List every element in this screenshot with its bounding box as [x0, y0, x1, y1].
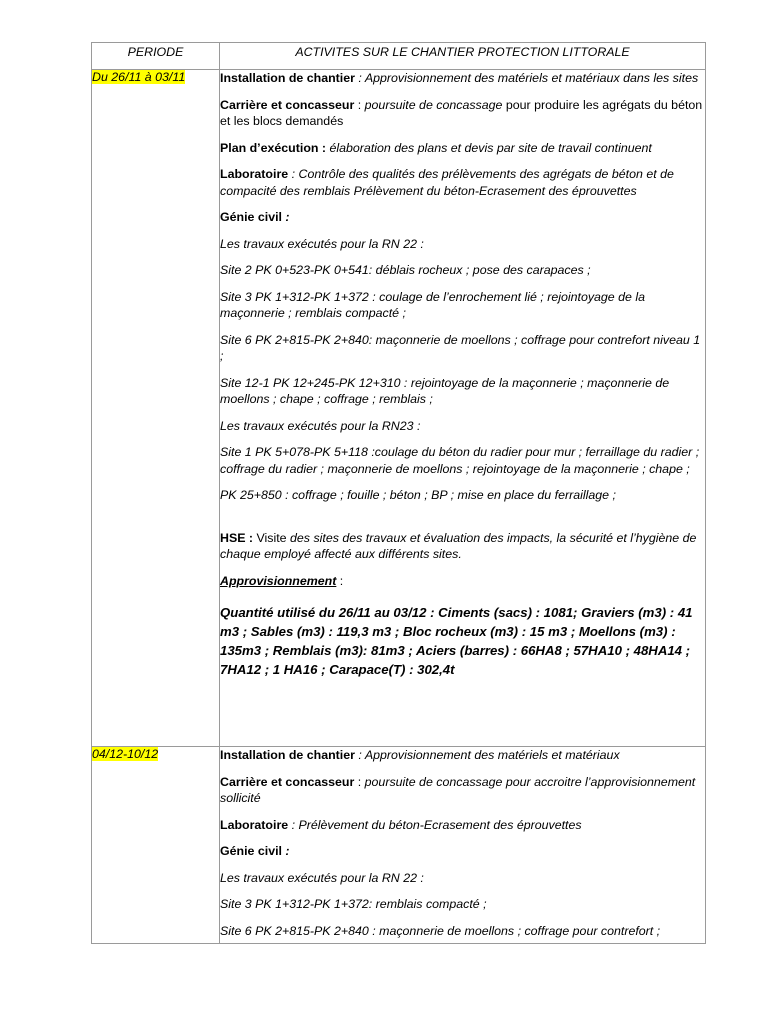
list-item: Site 6 PK 2+815-PK 2+840 : maçonnerie de moellons ; coffrage pour contrefort ;: [220, 923, 661, 938]
list-item: Site 3 PK 1+312-PK 1+372 : coulage de l’enrochement lié ; rejointoyage de la maçonnerie ; remblais compacté ;: [220, 289, 646, 320]
list-item: Site 3 PK 1+312-PK 1+372: remblais compacté ;: [220, 897, 487, 911]
plan-separator: :: [318, 140, 330, 155]
carriere-paragraph: [220, 97, 705, 130]
quantity-paragraph: Quantité utilisé du 26/11 au 03/12 : Ciments (sacs) : 1081; Graviers (m3) : 41 m3 ; Sables (m3) : 119,3 m3 ; Bloc rocheux (m3) : 15 m3 ; Moellons (m3) : 135m3 ; Remblais (m3): 81m3 ; Aciers (barres) : 66HA8 ; 57HA10 ; 48HA14 ; 7HA12 ; 1 HA16 ; Carapace(T) : 302,4t: [220, 605, 693, 677]
carriere-paragraph: [220, 774, 705, 807]
activities-cell: [220, 747, 706, 944]
carriere-italic: poursuite de concassage: [364, 97, 503, 112]
labo-paragraph: [220, 166, 705, 199]
rn23-title: Les travaux exécutés pour la RN23 :: [220, 418, 421, 433]
list-item: Site 12-1 PK 12+245-PK 12+310 : rejointoyage de la maçonnerie ; maçonnerie de moellons ; chape ; coffrage ; remblais ;: [220, 375, 670, 406]
activities-cell: [220, 70, 706, 747]
plan-text: élaboration des plans et devis par site de travail continuent: [329, 140, 652, 155]
hse-label: HSE: [220, 530, 246, 545]
header-activities: ACTIVITES SUR LE CHANTIER PROTECTION LITTORALE: [220, 43, 706, 70]
list-item: Site 2 PK 0+523-PK 0+541: déblais rocheux ; pose des carapaces ;: [220, 263, 591, 277]
genie-separator: :: [281, 210, 290, 224]
genie-label: Génie civil: [220, 210, 282, 224]
labo-text: : Prélèvement du béton-Ecrasement des éprouvettes: [288, 817, 582, 832]
list-item: PK 25+850 : coffrage ; fouille ; béton ; BP ; mise en place du ferraillage ;: [220, 488, 616, 502]
carriere-label: Carrière et concasseur: [220, 774, 355, 789]
installation-text: : Approvisionnement des matériels et matériaux dans les sites: [354, 71, 699, 85]
table-row: [92, 747, 706, 944]
carriere-text: poursuite de concassage pour accroitre l’approvisionnement sollicité: [220, 774, 696, 805]
carriere-text: pour produire les agrégats du béton et les blocs demandés: [220, 97, 703, 128]
appro-label: Approvisionnement: [220, 573, 337, 588]
appro-separator: :: [336, 573, 344, 588]
header-period: PERIODE: [92, 43, 220, 70]
labo-paragraph: [220, 817, 705, 834]
period-cell: [92, 70, 220, 747]
installation-label: Installation de chantier: [220, 748, 355, 762]
labo-text: : Contrôle des qualités des prélèvements des agrégats de béton et de compacité des remblais Prélèvement du béton-Ecrasement des éprouvettes: [220, 167, 674, 198]
labo-label: Laboratoire: [220, 817, 289, 832]
rn22-title: Les travaux exécutés pour la RN 22 :: [220, 236, 424, 251]
genie-label: Génie civil: [220, 844, 282, 858]
table-row: [92, 70, 706, 747]
genie-paragraph: [220, 209, 705, 226]
hse-paragraph: [220, 530, 705, 563]
plan-paragraph: [220, 140, 705, 157]
plan-label: Plan d’exécution: [220, 140, 319, 155]
labo-label: Laboratoire: [220, 167, 289, 181]
appro-paragraph: [220, 573, 705, 590]
installation-paragraph: [220, 70, 705, 87]
hse-text: des sites des travaux et évaluation des impacts, la sécurité et l’hygiène de chaque employé affecté aux différents sites.: [220, 530, 697, 561]
installation-text: : Approvisionnement des matériels et matériaux: [354, 748, 620, 762]
list-item: Site 1 PK 5+078-PK 5+118 :coulage du béton du radier pour mur ; ferraillage du radier ; coffrage du radier ; maçonnerie de moellons ; rejointoyage de la maçonnerie ; chape ;: [220, 445, 700, 476]
installation-label: Installation de chantier: [220, 71, 355, 85]
genie-separator: :: [281, 844, 290, 858]
list-item: Site 6 PK 2+815-PK 2+840: maçonnerie de moellons ; coffrage pour contrefort niveau 1 ;: [220, 332, 701, 363]
activities-table: [91, 42, 706, 944]
rn22-title: Les travaux exécutés pour la RN 22 :: [220, 870, 424, 885]
hse-plain: Visite: [256, 530, 287, 545]
hse-separator: :: [245, 530, 257, 545]
period-highlight: Du 26/11 à 03/11: [92, 70, 186, 84]
carriere-label: Carrière et concasseur: [220, 97, 355, 112]
installation-paragraph: [220, 747, 705, 764]
period-highlight: 04/12-10/12: [92, 747, 159, 761]
period-cell: [92, 747, 220, 944]
carriere-separator: :: [354, 774, 365, 789]
genie-paragraph: [220, 843, 705, 860]
table-header-row: [92, 43, 706, 70]
carriere-separator: :: [354, 97, 365, 112]
